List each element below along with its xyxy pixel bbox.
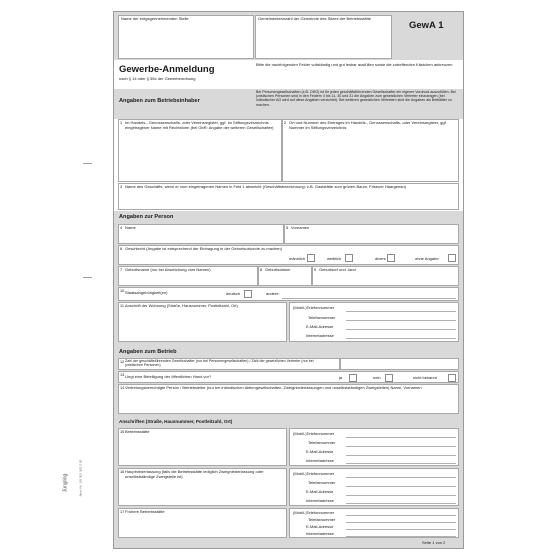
premises-fax-label: Telefaxnummer: [308, 440, 336, 445]
addresses-heading: Anschriften (Straße, Hausnummer, Postleitzahl, Ort): [119, 419, 233, 424]
home-contact-block: [289, 302, 459, 342]
home-fax-line[interactable]: [346, 320, 456, 321]
owner-note: Bei Personengesellschaften (z.B. OHG) ist für jeden geschäftsführenden Gesellschafter ein eigener Vordruck auszufüllen. Bei juristischen Personen sind in den Feldern 4 bis 11, 30 und 31 die Angaben zum gesetzlichen Vertreter einzutragen (bei inländischer AG wird auf diese Angaben verzichtet). Bei weiteren gesetzlichen Vertretern sind die Angaben als Beiblätter zu machen.: [256, 90, 456, 107]
gender-diverse-label: divers: [375, 256, 386, 261]
gender-diverse-checkbox[interactable]: [387, 254, 395, 262]
field-11-home-address[interactable]: [118, 302, 287, 342]
gender-male-label: männlich: [289, 256, 306, 261]
form-subtitle: nach § 14 oder § 55c der Gewerbeordnung: [119, 76, 196, 81]
field-1-registered-name[interactable]: [118, 119, 282, 182]
field-15-number: 15: [120, 430, 125, 434]
field-4-label: Name: [125, 225, 136, 230]
public-unknown-label: nicht bekannt: [413, 375, 437, 380]
public-no-checkbox[interactable]: [385, 374, 393, 382]
field-4-name[interactable]: [118, 224, 284, 244]
field-3-business-name[interactable]: [118, 183, 459, 210]
field-16-label: Hauptniederlassung (falls die Betriebsstätte lediglich Zweigniederlassung oder unselbstständige Zweigstelle ist): [125, 469, 264, 479]
former-web-label: Internetadresse: [306, 531, 334, 536]
headquarters-contact-block: [289, 468, 459, 506]
field-6-number: 6: [120, 247, 123, 251]
home-mobile-line[interactable]: [346, 311, 456, 312]
home-web-label: Internetadresse: [306, 333, 334, 338]
field-15-business-premises[interactable]: [118, 428, 287, 466]
order-number: Best.-Nr. 192 052 3/01 0.00: [78, 459, 83, 497]
home-email-line[interactable]: [346, 329, 456, 330]
former-contact-block: [289, 508, 459, 538]
field-7-label: Geburtsname (nur bei Abweichung vom Namen): [125, 267, 211, 272]
publisher-logo: Jüngling: [62, 473, 69, 493]
premises-web-label: Internetadresse: [306, 458, 334, 463]
field-1-number: 1: [120, 121, 123, 125]
field-12-representatives: [118, 358, 340, 370]
former-email-line[interactable]: [346, 529, 456, 530]
field-11-label: Anschrift der Wohnung (Straße, Hausnummer, Postleitzahl, Ort): [125, 303, 238, 308]
field-6-gender: [118, 245, 459, 265]
form-code: GewA 1: [409, 20, 444, 31]
field-3-number: 3: [120, 185, 123, 189]
former-fax-line[interactable]: [346, 522, 456, 523]
person-heading: Angaben zur Person: [119, 214, 174, 220]
field-17-number: 17: [120, 510, 125, 514]
field-5-label: Vornamen: [291, 225, 310, 230]
field-10-nationality: [118, 287, 459, 301]
former-mobile-line[interactable]: [346, 515, 456, 516]
home-web-line[interactable]: [346, 338, 456, 339]
field-13-number: 13: [120, 373, 125, 377]
field-17-label: Frühere Betriebsstätte: [125, 509, 165, 514]
field-3-label: Name des Geschäfts, wenn er vom eingetragenen Namen in Feld 1 abweicht (Geschäftsbezeichnung: z.B. Gaststätte zum grünen Baum, Friseuer Haargenau): [125, 184, 407, 189]
field-13-label: Liegt eine Beteiligung der öffentlichen Hand vor?: [125, 374, 212, 379]
field-14-number: 14: [120, 386, 125, 390]
premises-mobile-label: (Mobil-)Telefonnummer: [293, 431, 335, 436]
fold-mark-middle: [83, 277, 92, 278]
hq-fax-label: Telefaxnummer: [308, 480, 336, 485]
authority-field[interactable]: [118, 15, 254, 59]
side-print-info: [62, 430, 112, 540]
home-email-label: E-Mail-Adresse: [306, 324, 334, 329]
field-15-label: Betriebsstätte: [125, 429, 150, 434]
former-fax-label: Telefaxnummer: [308, 517, 336, 522]
hq-email-line[interactable]: [346, 495, 456, 496]
owner-heading: Angaben zum Betriebsinhaber: [119, 98, 200, 104]
field-2-register-location[interactable]: [282, 119, 459, 182]
field-13-public-participation: [118, 371, 459, 383]
premises-fax-line[interactable]: [346, 446, 456, 447]
field-7-birth-name[interactable]: [118, 266, 258, 286]
field-12-label: Zahl der geschäftsführenden Gesellschafter (nur bei Personengesellschaften) / Zahl der gesetzlichen Vertreter (nur bei juristischen Personen): [125, 359, 314, 367]
field-8-label: Geburtsdatum: [265, 267, 291, 272]
title-area: [114, 60, 463, 90]
field-9-label: Geburtsort und -land: [319, 267, 356, 272]
home-mobile-label: (Mobil-)Telefonnummer: [293, 305, 335, 310]
premises-web-line[interactable]: [346, 463, 456, 464]
authority-label: Name der entgegennehmenden Stelle: [121, 16, 189, 21]
page-number: Seite 1 von 2: [422, 540, 446, 545]
nationality-other-label: andere:: [266, 291, 280, 296]
premises-email-line[interactable]: [346, 455, 456, 456]
nationality-german-label: deutsch: [226, 291, 241, 296]
former-email-label: E-Mail-Adresse: [306, 524, 334, 529]
field-14-authorized-person[interactable]: [118, 384, 459, 414]
instruction-text: Bitte die nachfolgenden Felder vollständig und gut lesbar ausfüllen sowie die zutreffenden Kästchen ankreuzen: [256, 62, 453, 67]
field-14-label: Vertretungsberechtigte Person / Betriebsleiter (nur bei inländischen Aktiengesellschaften, Zweigniederlassungen und unselbstständigen Zweigstellen) Name, Vornamen: [125, 385, 422, 390]
field-6-label: Geschlecht (Angabe ist entsprechend der Eintragung in der Geburtsurkunde zu machen): [125, 246, 282, 251]
gender-female-label: weiblich: [327, 256, 342, 261]
field-11-number: 11: [120, 304, 124, 308]
field-8-number: 8: [260, 268, 263, 272]
municipality-field[interactable]: [255, 15, 392, 59]
fold-mark-top: [83, 163, 92, 164]
field-12-number: 12: [120, 360, 125, 364]
premises-contact-block: [289, 428, 459, 466]
gender-female-checkbox[interactable]: [345, 254, 353, 262]
field-4-number: 4: [120, 226, 123, 230]
municipality-label: Gemeindekennzahl der Gemeinde des Sitzes der Betriebsstätte: [258, 16, 371, 21]
hq-mobile-label: (Mobil-)Telefonnummer: [293, 471, 335, 476]
public-unknown-checkbox[interactable]: [448, 374, 456, 382]
gewerbe-anmeldung-form: [113, 11, 464, 549]
nationality-german-checkbox[interactable]: [244, 290, 252, 298]
field-9-birth-place[interactable]: [312, 266, 459, 286]
form-title: Gewerbe-Anmeldung: [119, 64, 215, 75]
field-2-label: Ort und Nummer des Eintrages im Handels-, Genossenschafts- oder Vereinsregister, ggf. Nummer im Stiftungsverzeichnis: [289, 120, 447, 130]
field-10-number: 10: [120, 289, 125, 293]
premises-email-label: E-Mail-Adresse: [306, 449, 334, 454]
hq-web-line[interactable]: [346, 503, 456, 504]
field-16-number: 16: [120, 470, 125, 474]
field-2-number: 2: [284, 121, 287, 125]
premises-mobile-line[interactable]: [346, 437, 456, 438]
field-5-number: 5: [286, 226, 289, 230]
field-12-input[interactable]: [340, 358, 459, 370]
field-9-number: 9: [314, 268, 317, 272]
hq-mobile-line[interactable]: [346, 477, 456, 478]
hq-fax-line[interactable]: [346, 486, 456, 487]
former-mobile-label: (Mobil-)Telefonnummer: [293, 510, 335, 515]
hq-web-label: Internetadresse: [306, 498, 334, 503]
field-17-former-premises[interactable]: [118, 508, 287, 538]
hq-email-label: E-Mail-Adresse: [306, 489, 334, 494]
gender-none-checkbox[interactable]: [448, 254, 456, 262]
former-web-line[interactable]: [346, 536, 456, 537]
nationality-other-line[interactable]: [282, 298, 456, 299]
gender-none-label: ohne Angabe: [415, 256, 439, 261]
field-5-first-names[interactable]: [284, 224, 459, 244]
public-no-label: nein: [373, 375, 381, 380]
business-heading: Angaben zum Betrieb: [119, 349, 177, 355]
public-yes-checkbox[interactable]: [349, 374, 357, 382]
field-10-label: Staatsangehörigkeit(en): [125, 290, 168, 295]
public-yes-label: ja: [339, 375, 343, 380]
field-7-number: 7: [120, 268, 123, 272]
field-8-birth-date[interactable]: [258, 266, 312, 286]
home-fax-label: Telefaxnummer: [308, 315, 336, 320]
field-16-headquarters[interactable]: [118, 468, 287, 506]
gender-male-checkbox[interactable]: [307, 254, 315, 262]
field-1-label: Im Handels-, Genossenschafts- oder Vereinsregister, ggf. im Stiftungsverzeichnis eingetragener Name mit Rechtsform (bei GbR: Angabe der weiteren Gesellschafter): [125, 120, 274, 130]
